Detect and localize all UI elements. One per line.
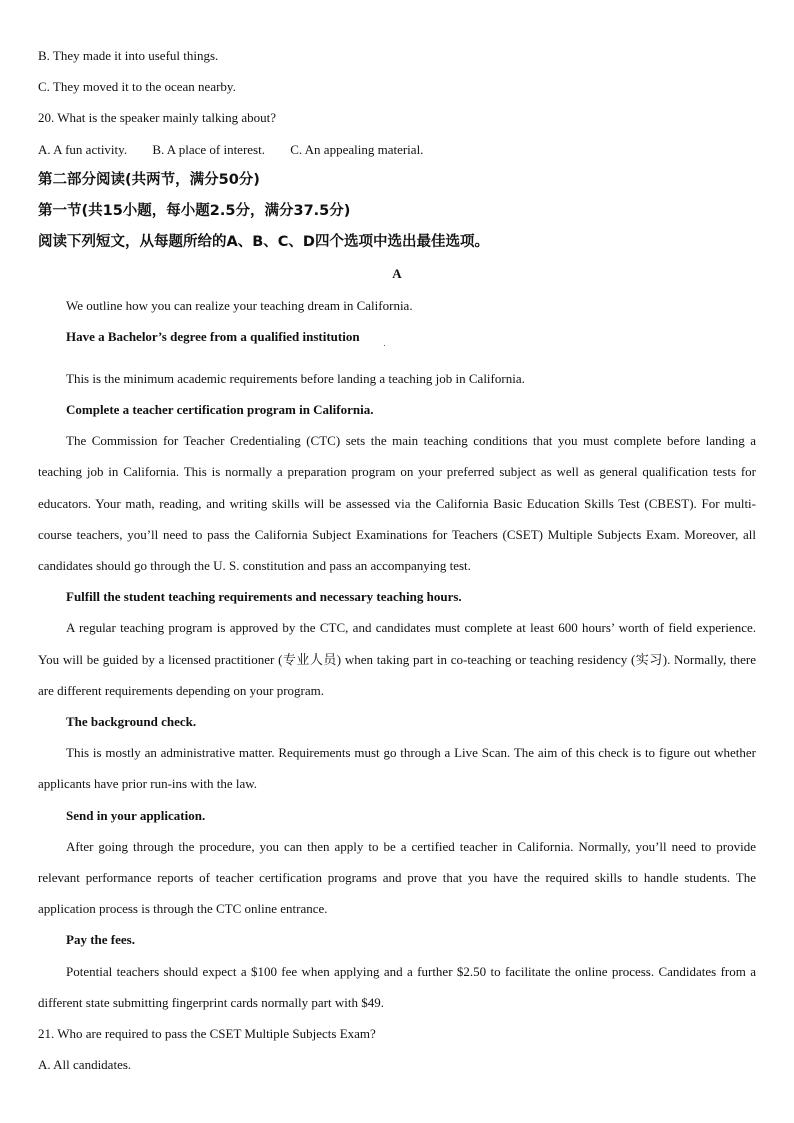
section-instruction: 阅读下列短文，从每题所给的A、B、C、D四个选项中选出最佳选项。 xyxy=(38,234,489,251)
q20-question: 20. What is the speaker mainly talking about? xyxy=(38,110,277,126)
heading-application: Send in your application. xyxy=(66,807,206,823)
heading-fees: Pay the fees. xyxy=(66,932,135,948)
heading-teaching-requirements: Fulfill the student teaching requirements and necessary teaching hours. xyxy=(66,589,462,605)
body-fees: Potential teachers should expect a $100 fee when applying and a further $2.50 to facilitate the online process. Candidates from a different state submitting fingerprint cards normally part with $49. xyxy=(38,963,756,1010)
body-background-check: This is mostly an administrative matter. Requirements must go through a Live Scan. The aim of this check is to figure out whether applicants have prior run-ins with the law. xyxy=(38,745,756,792)
section-subtitle: 第一节(共15小题，每小题2.5分，满分37.5分) xyxy=(38,202,351,219)
q20-option-a: A. A fun activity. xyxy=(38,141,128,157)
heading-certification-program: Complete a teacher certification program in California. xyxy=(66,402,374,418)
exam-page xyxy=(38,40,756,1080)
body-certification-program: The Commission for Teacher Credentialing (CTC) sets the main teaching conditions that you must complete before landing a teaching job in California. This is normally a preparation program on your preferred subject as well as general qualification tests for educators. Your math, reading, and writing skills will be assessed via the California Basic Education Skills Test (CBEST). For multi-course teachers, you’ll need to pass the California Subject Examinations for Teachers (CSET) Multiple Subjects Exam. Moreover, all candidates should go through the U. S. constitution and pass an accompanying test. xyxy=(38,433,756,574)
body-teaching-requirements: A regular teaching program is approved by the CTC, and candidates must complete at least 600 hours’ worth of field experience. You will be guided by a licensed practitioner (专业人员) when taking part in co-teaching or teaching residency (实习). Normally, there are different requirements depending on your program. xyxy=(38,620,756,698)
q19-option-c: C. They moved it to the ocean nearby. xyxy=(38,79,236,95)
passage-intro: We outline how you can realize your teaching dream in California. xyxy=(66,297,413,313)
body-bachelor-degree: This is the minimum academic requirements before landing a teaching job in California. xyxy=(66,370,525,386)
heading-background-check: The background check. xyxy=(66,714,197,730)
q21-option-a: A. All candidates. xyxy=(38,1057,132,1073)
body-application: After going through the procedure, you can then apply to be a certified teacher in California. Normally, you’ll need to provide relevant performance reports of teacher certification programs and prove that you have the required skills to handle students. The application process is through the CTC online entrance. xyxy=(38,838,756,917)
q19-option-b: B. They made it into useful things. xyxy=(38,48,219,63)
q20-option-b: B. A place of interest. xyxy=(152,141,265,157)
part-title: 第二部分阅读(共两节，满分50分) xyxy=(38,171,260,188)
passage-label: A xyxy=(392,266,402,282)
q21-question: 21. Who are required to pass the CSET Multiple Subjects Exam? xyxy=(38,1026,376,1042)
heading-bachelor-degree: Have a Bachelor’s degree from a qualified institution xyxy=(66,328,360,344)
stray-dot xyxy=(384,345,385,346)
q20-options xyxy=(38,134,756,165)
q20-option-c: C. An appealing material. xyxy=(290,141,424,157)
spacer xyxy=(38,352,756,363)
